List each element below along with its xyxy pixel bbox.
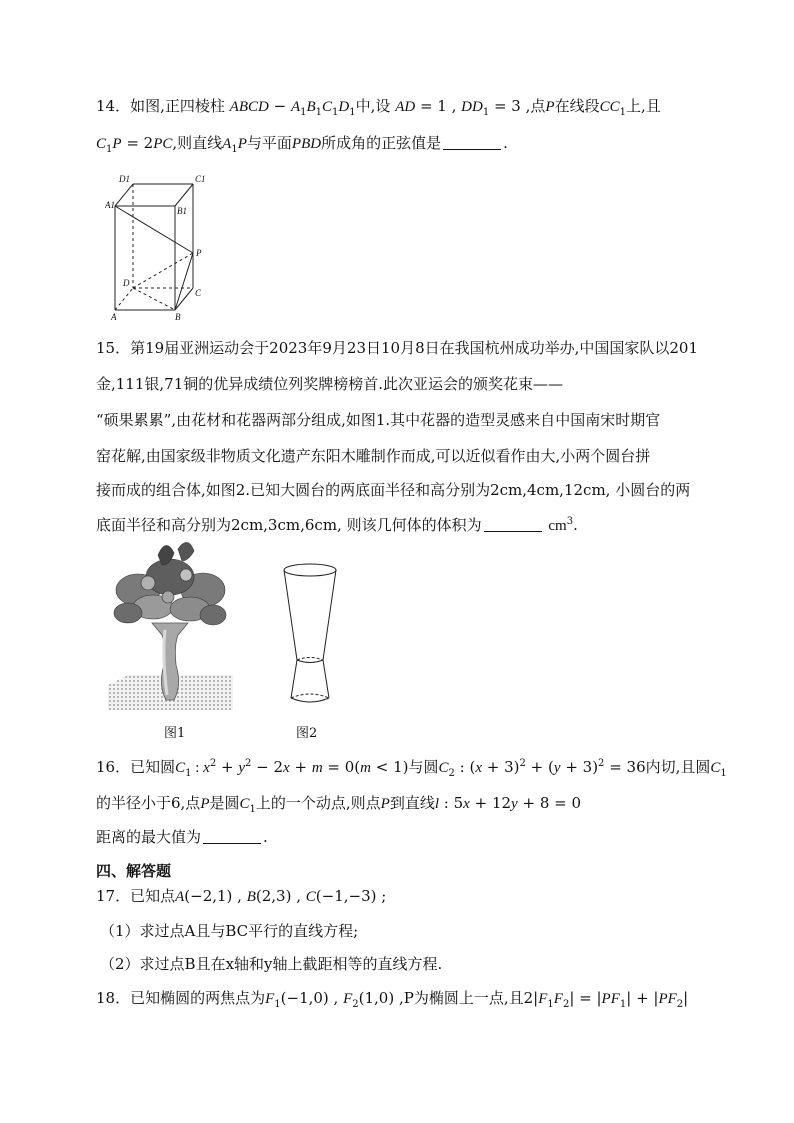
label-B: B [175, 312, 181, 320]
section-heading: 四、解答题 [96, 862, 172, 880]
q15-line-5: 接而成的组合体,如图2.已知大圆台的两底面半径和高分别为2cm,4cm,12cm, 小圆台的两 [96, 481, 691, 499]
q15-line-2: 金,111银,71铜的优异成绩位列奖牌榜榜首.此次亚运会的颁奖花束—— [96, 375, 564, 393]
q17-line-1: 17．已知点A(−2,1) , B(2,3) , C(−1,−3) ; [96, 887, 387, 905]
frustum-diagram [280, 560, 340, 710]
answer-blank-16[interactable] [203, 829, 261, 844]
q16-line-1: 16．已知圆$C_1$ : $x^2 + y^2 - 2x + m = 0(m < 1)$与圆$C_2$ : $(x + 3)^2 + (y + 3)^2 = 36$内切,且圆$C_1$ [96, 758, 727, 779]
q14-line-1: 14．如图,正四棱柱 ABCD − $A_1B_1C_1D_1$中,设 AD = 1 , $DD_1 = 3$ ,点P在线段$CC_1$上,且 [96, 97, 661, 118]
q17-sub-2: （2）求过点B且在x轴和y轴上截距相等的直线方程. [100, 955, 443, 973]
flower-vase-image [108, 535, 233, 710]
answer-blank-15[interactable] [484, 517, 542, 532]
q18-line-1: 18．已知椭圆的两焦点为$F_1(-1,0)$ , $F_2(1,0)$ ,P为椭圆上一点,且$2|F_1F_2| = |PF_1| + |PF_2|$ [96, 989, 689, 1010]
label-C: C [195, 288, 202, 298]
label-A: A [111, 312, 117, 320]
fig1-caption: 图1 [164, 726, 186, 741]
label-P: P [196, 248, 202, 258]
q15-line-6: 底面半径和高分别为2cm,3cm,6cm, 则该几何体的体积为 $cm^3$. [96, 516, 578, 534]
label-C1: C1 [195, 174, 206, 184]
label-D: D [123, 278, 130, 288]
q14-line-2: $C_1P = 2PC$,则直线$A_1P$与平面PBD所成角的正弦值是 . [96, 134, 508, 155]
q16-line-3: 距离的最大值为 . [96, 828, 268, 846]
q17-sub-1: （1）求过点A且与BC平行的直线方程; [100, 922, 359, 940]
answer-blank-14[interactable] [443, 135, 501, 150]
fig2-caption: 图2 [296, 726, 318, 741]
q16-line-2: 的半径小于6,点P是圆$C_1$上的一个动点,则点P到直线l : 5x + 12y + 8 = 0 [96, 794, 582, 815]
label-D1: D1 [119, 174, 130, 184]
label-A1: A1 [105, 200, 115, 210]
prism-figure [105, 170, 215, 320]
q15-line-1: 15．第19届亚洲运动会于2023年9月23日10月8日在我国杭州成功举办,中国国家队以201 [96, 339, 699, 357]
q15-line-3: “硕果累累”,由花材和花器两部分组成,如图1.其中花器的造型灵感来自中国南宋时期官 [96, 411, 661, 429]
label-B1: B1 [177, 206, 187, 216]
q15-line-4: 窑花解,由国家级非物质文化遗产东阳木雕制作而成,可以近似看作由大,小两个圆台拼 [96, 447, 651, 465]
